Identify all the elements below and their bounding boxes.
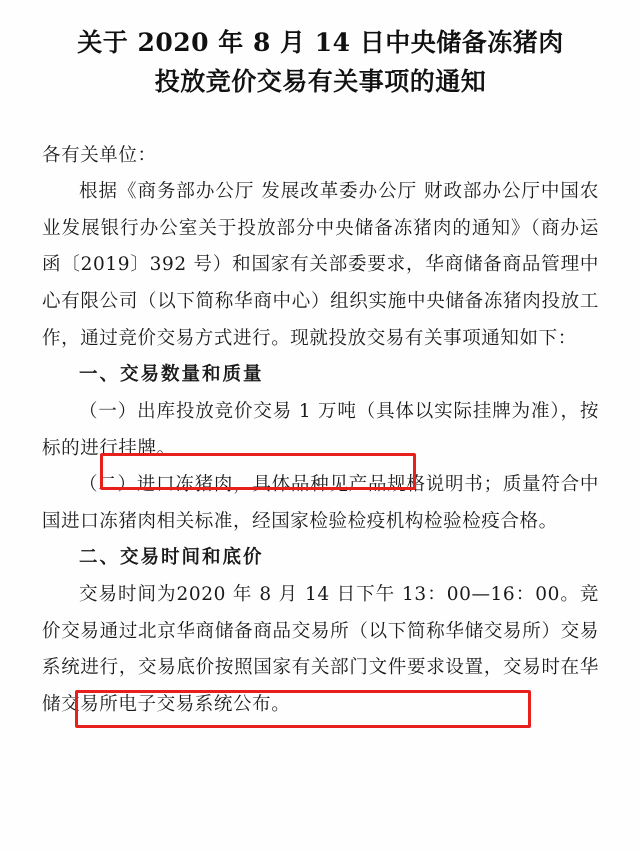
trading-time-paragraph: 交易时间为2020 年 8 月 14 日下午 13：00—16：00。竞价交易通过北京华商储备商品交易所（以下简称华储交易所）交易系统进行，交易底价按照国家有关部门文件要求设置，交易时在华储交易所电子交易系统公布。 <box>42 584 599 715</box>
background-paragraph: 根据《商务部办公厅 发展改革委办公厅 财政部办公厅中国农业发展银行办公室关于投放部分中央储备冻猪肉的通知》（商办运函〔2019〕392 号）和国家有关部委要求，华商储备商品管理中心有限公司（以下简称华商中心）组织实施中央储备冻猪肉投放工作，通过竞价交易方式进行。现就投放交易有关事项通知如下： <box>42 181 599 349</box>
item-one-quantity: （一）出库投放竞价交易 1 万吨（具体以实际挂牌为准），按标的进行挂牌。 <box>42 400 599 459</box>
section-heading-one: 一、交易数量和质量 <box>79 364 264 386</box>
salutation: 各有关单位： <box>42 144 157 166</box>
document-body <box>42 138 599 724</box>
item-two-quality: （二）进口冻猪肉，具体品种见产品规格说明书；质量符合中国进口冻猪肉相关标准，经国家检验检疫机构检验检疫合格。 <box>42 474 599 532</box>
page-title <box>42 24 599 102</box>
page-title-line-2: 投放竞价交易有关事项的通知 <box>154 66 487 96</box>
page-title-line-1: 关于 2020 年 8 月 14 日中央储备冻猪肉 <box>77 28 564 57</box>
section-heading-two: 二、交易时间和底价 <box>79 547 264 569</box>
